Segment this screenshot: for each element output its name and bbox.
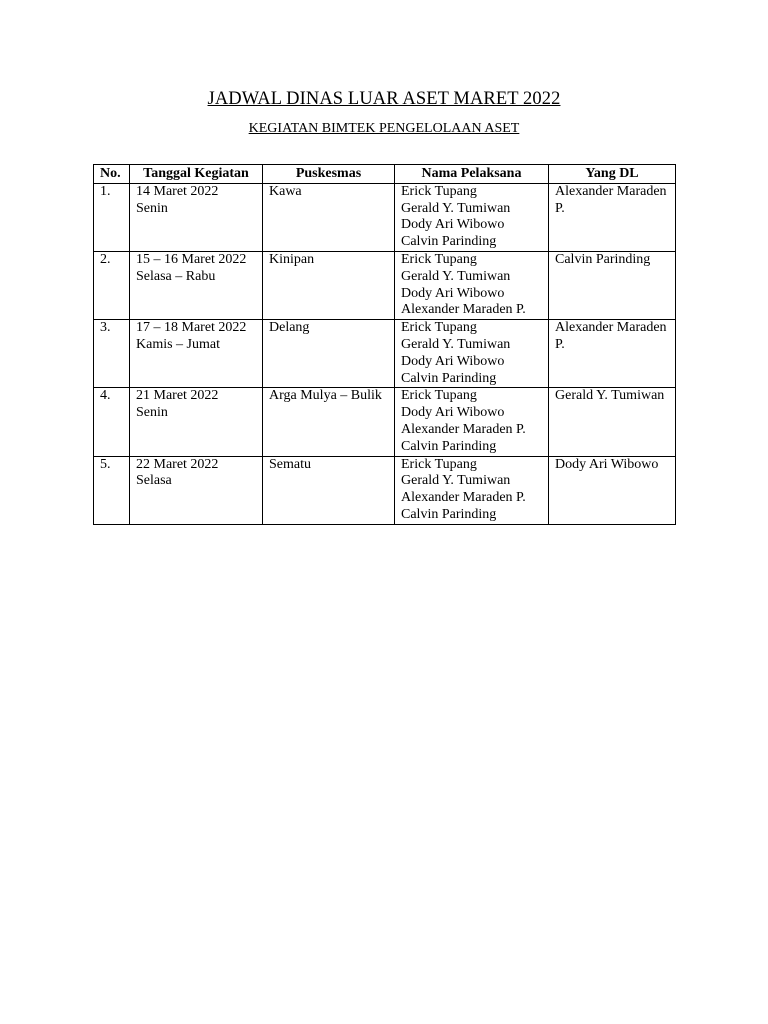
pelaksana-name: Dody Ari Wibowo: [401, 405, 505, 421]
cell-yang-dl: Calvin Parinding: [549, 251, 676, 319]
cell-pelaksana: [395, 388, 549, 456]
cell-puskesmas: Kinipan: [263, 251, 395, 319]
pelaksana-name: Dody Ari Wibowo: [401, 353, 505, 369]
tanggal-date: 17 – 18 Maret 2022: [136, 320, 247, 336]
pelaksana-name: Dody Ari Wibowo: [401, 285, 505, 301]
cell-no: 4.: [94, 388, 130, 456]
cell-tanggal: [130, 320, 263, 388]
cell-yang-dl: Dody Ari Wibowo: [549, 456, 676, 524]
cell-pelaksana: [395, 456, 549, 524]
page-title: JADWAL DINAS LUAR ASET MARET 2022: [207, 89, 561, 109]
tanggal-day: Selasa – Rabu: [136, 268, 216, 284]
table-row: [94, 183, 676, 251]
table-row: [94, 456, 676, 524]
cell-puskesmas: Delang: [263, 320, 395, 388]
tanggal-day: Kamis – Jumat: [136, 336, 220, 352]
cell-puskesmas: Arga Mulya – Bulik: [263, 388, 395, 456]
page-subtitle: KEGIATAN BIMTEK PENGELOLAAN ASET: [248, 121, 520, 136]
cell-yang-dl: Gerald Y. Tumiwan: [549, 388, 676, 456]
cell-tanggal: [130, 251, 263, 319]
pelaksana-name: Alexander Maraden P.: [401, 421, 526, 437]
cell-puskesmas: Sematu: [263, 456, 395, 524]
cell-pelaksana: [395, 183, 549, 251]
cell-no: 3.: [94, 320, 130, 388]
cell-yang-dl: Alexander Maraden P.: [549, 320, 676, 388]
pelaksana-name: Calvin Parinding: [401, 370, 497, 386]
pelaksana-name: Dody Ari Wibowo: [401, 217, 505, 233]
tanggal-day: Senin: [136, 200, 168, 216]
table-row: [94, 251, 676, 319]
header-pelaksana: Nama Pelaksana: [395, 165, 549, 184]
cell-tanggal: [130, 388, 263, 456]
tanggal-day: Senin: [136, 405, 168, 421]
header-yang-dl: Yang DL: [549, 165, 676, 184]
cell-no: 5.: [94, 456, 130, 524]
table-row: [94, 388, 676, 456]
table-header-row: [94, 165, 676, 184]
tanggal-date: 15 – 16 Maret 2022: [136, 251, 247, 267]
cell-no: 2.: [94, 251, 130, 319]
pelaksana-name: Alexander Maraden P.: [401, 490, 526, 506]
pelaksana-name: Erick Tupang: [401, 251, 477, 267]
cell-no: 1.: [94, 183, 130, 251]
cell-puskesmas: Kawa: [263, 183, 395, 251]
pelaksana-name: Gerald Y. Tumiwan: [401, 336, 511, 352]
header-no: No.: [94, 165, 130, 184]
cell-pelaksana: [395, 320, 549, 388]
tanggal-date: 14 Maret 2022: [136, 183, 219, 199]
pelaksana-name: Erick Tupang: [401, 183, 477, 199]
pelaksana-name: Calvin Parinding: [401, 234, 497, 250]
header-puskesmas: Puskesmas: [263, 165, 395, 184]
pelaksana-name: Gerald Y. Tumiwan: [401, 200, 511, 216]
pelaksana-name: Calvin Parinding: [401, 506, 497, 522]
cell-pelaksana: [395, 251, 549, 319]
pelaksana-name: Erick Tupang: [401, 388, 477, 404]
pelaksana-name: Gerald Y. Tumiwan: [401, 473, 511, 489]
header-tanggal: Tanggal Kegiatan: [130, 165, 263, 184]
schedule-table: [93, 164, 676, 525]
cell-tanggal: [130, 183, 263, 251]
pelaksana-name: Erick Tupang: [401, 456, 477, 472]
table-row: [94, 320, 676, 388]
tanggal-day: Selasa: [136, 473, 172, 489]
pelaksana-name: Erick Tupang: [401, 320, 477, 336]
pelaksana-name: Alexander Maraden P.: [401, 302, 526, 318]
tanggal-date: 21 Maret 2022: [136, 388, 219, 404]
tanggal-date: 22 Maret 2022: [136, 456, 219, 472]
pelaksana-name: Gerald Y. Tumiwan: [401, 268, 511, 284]
cell-yang-dl: Alexander Maraden P.: [549, 183, 676, 251]
pelaksana-name: Calvin Parinding: [401, 438, 497, 454]
cell-tanggal: [130, 456, 263, 524]
